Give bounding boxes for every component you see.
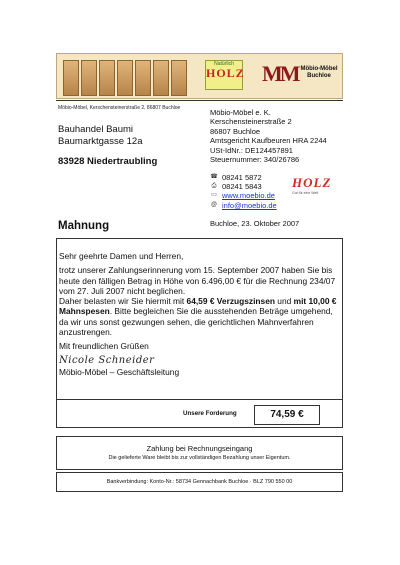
letter-paragraph-2 xyxy=(59,296,341,337)
letter-paragraph-1: trotz unserer Zahlungserinnerung vom 15. September 2007 haben Sie bis heute den fälligen Betrag in Höhe von 6.496,00 € für die Rechnung 234/07 vom 27. Juli 2007 nicht beglichen. xyxy=(59,265,336,296)
p2-and: und xyxy=(274,296,294,307)
payment-terms-title: Zahlung bei Rechnungseingang xyxy=(146,444,253,453)
bank-details-box xyxy=(56,472,343,492)
company-name: Möbio-Möbel e. K. xyxy=(210,108,271,117)
badge-top-text: Natürlich xyxy=(214,61,234,67)
email-row xyxy=(210,201,277,210)
recipient-line-2: Baumarktgasse 12a xyxy=(58,135,143,147)
door-image xyxy=(153,60,169,96)
company-tax: Steuernummer: 340/26786 xyxy=(210,155,300,165)
web-row xyxy=(210,191,277,200)
door-image xyxy=(99,60,115,96)
recipient-city: 83928 Niedertraubling xyxy=(58,156,158,167)
door-image xyxy=(135,60,151,96)
holz-logo-word: HOLZ xyxy=(292,175,332,190)
door-image xyxy=(171,60,187,96)
door-image xyxy=(63,60,79,96)
company-vat: USt-IdNr.: DE124457891 xyxy=(210,145,293,155)
interest-amount: 64,59 € Verzugszinsen xyxy=(186,296,275,307)
recipient-line-1: Bauhandel Baumi xyxy=(58,124,133,135)
natural-wood-badge xyxy=(205,60,243,90)
letter-signoff: Möbio-Möbel – Geschäftsleitung xyxy=(59,366,180,377)
company-city: 86807 Buchloe xyxy=(210,126,261,136)
company-info xyxy=(210,108,327,164)
holz-logo xyxy=(292,175,342,205)
company-logo-text xyxy=(297,66,341,80)
p2-text: Daher belasten wir Sie hiermit mit xyxy=(59,296,187,307)
company-street: Kerschensteinerstraße 2 xyxy=(210,117,292,127)
company-court: Amtsgericht Kaufbeuren HRA 2244 xyxy=(210,136,327,146)
phone-row xyxy=(210,173,277,182)
website-link[interactable]: www.moebio.de xyxy=(222,191,275,201)
header-banner xyxy=(56,53,343,99)
phone-icon: ☎ xyxy=(210,174,218,180)
phone-number: 08241 5872 xyxy=(222,173,262,182)
divider xyxy=(56,100,343,101)
fax-icon: ⎙ xyxy=(211,183,217,190)
computer-icon: ▭ xyxy=(211,192,217,199)
letter-date: Buchloe, 23. Oktober 2007 xyxy=(210,219,300,228)
letter-body xyxy=(59,251,341,377)
p2-rest: . Bitte begleichen Sie die ausstehenden Beträge umgehend, da wir uns sonst gezwungen sehen, die gerichtlichen Mahnverfahren anzustrengen. xyxy=(59,306,333,338)
page-title: Mahnung xyxy=(58,220,110,232)
door-image xyxy=(117,60,133,96)
door-image xyxy=(81,60,97,96)
fee-amount: mit 10,00 € Mahnspesen xyxy=(59,296,337,317)
letter-closing: Mit freundlichen Grüßen xyxy=(59,341,149,352)
email-link[interactable]: info@moebio.de xyxy=(222,200,277,210)
recipient-address xyxy=(58,124,157,168)
total-label: Unsere Forderung xyxy=(183,410,237,417)
signature: Nicole Schneider xyxy=(59,354,155,366)
total-value: 74,59 € xyxy=(254,405,320,425)
holz-logo-tagline: Gut für eine Welt xyxy=(292,191,319,195)
fax-number: 08241 5843 xyxy=(222,182,262,192)
letter-greeting: Sehr geehrte Damen und Herren, xyxy=(59,251,184,261)
contact-block xyxy=(210,173,277,210)
bank-details: Bankverbindung: Konto-Nr.: 58734 Gennachbank Buchloe · BLZ 790 550 00 xyxy=(106,479,293,485)
sender-return-address: Möbio-Möbel, Kerschensteinerstraße 2, 86807 Buchloe xyxy=(58,105,181,111)
fax-row xyxy=(210,182,277,191)
at-sign-icon: @ xyxy=(210,201,218,208)
logo-line-1: Möbio-Möbel xyxy=(300,66,338,72)
company-logo: MM xyxy=(262,61,298,86)
payment-terms-box xyxy=(56,436,343,470)
logo-line-2: Buchloe xyxy=(307,73,331,79)
ownership-note: Die gelieferte Ware bleibt bis zur vollständigen Bezahlung unser Eigentum. xyxy=(108,455,291,461)
badge-word: HOLZ xyxy=(206,66,245,80)
